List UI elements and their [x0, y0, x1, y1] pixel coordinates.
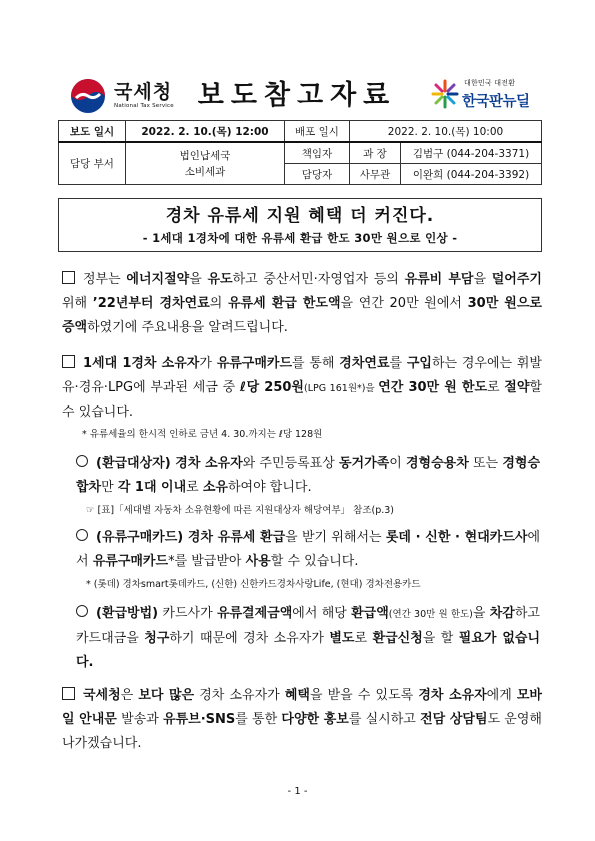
nts-english-name: National Tax Service — [114, 103, 174, 109]
dept-value — [126, 142, 285, 185]
paragraph-intro: 정부는 에너지절약을 유도하고 중산서민·자영업자 등의 유류비 부담을 덜어주기 위해 ’22년부터 경차연료의 유류세 환급 한도액을 연간 20만 원에서 30만 원으로 증액하였기에 주요내용을 알려드립니다. — [62, 272, 542, 335]
nts-emblem-icon — [70, 78, 106, 114]
headline-title: 경차 유류세 지원 혜택 더 커진다. — [165, 206, 435, 226]
square-bullet-icon — [62, 687, 75, 700]
new-deal-burst-icon — [430, 78, 460, 110]
release-value: 2022. 2. 10.(목) 12:00 — [126, 121, 285, 143]
responsible-label: 책임자 — [285, 142, 350, 164]
sub-fuel-card: (유류구매카드) 경차 유류세 환급을 받기 위해서는 롯데 · 신한 · 현대카드사에서 유류구매카드*를 발급받아 사용할 수 있습니다. — [76, 530, 540, 569]
square-bullet-icon — [62, 271, 75, 284]
square-bullet-icon — [62, 355, 75, 368]
circle-bullet-icon — [76, 605, 88, 617]
page-number: - 1 - — [287, 786, 308, 797]
responsible-rank: 과 장 — [350, 142, 401, 164]
responsible-name: 김범구 (044-204-3371) — [401, 142, 542, 164]
dept-line1: 법인납세국 — [179, 149, 231, 162]
page-title: 보도참고자료 — [197, 80, 397, 111]
headline-box — [58, 198, 542, 252]
dept-label: 담당 부서 — [59, 142, 126, 185]
footnote-tax-rate: * 유류세율의 한시적 인하로 금년 4. 30.까지는 ℓ당 128원 — [82, 429, 323, 440]
new-deal-name: 한국판뉴딜 — [462, 94, 530, 110]
nts-name: 국세청 — [114, 81, 173, 103]
new-deal-slogan: 대한민국 대전환 — [464, 79, 516, 87]
paragraph-promotion: 국세청은 보다 많은 경차 소유자가 혜택을 받을 수 있도록 경차 소유자에게 모바일 안내문 발송과 유튜브·SNS를 통한 다양한 홍보를 실시하고 전담 상담팀도 운영해 나가겠습니다. — [62, 688, 542, 751]
circle-bullet-icon — [76, 529, 88, 541]
paragraph-benefit: 1세대 1경차 소유자가 유류구매카드를 통해 경차연료를 구입하는 경우에는 휘발유·경유·LPG에 부과된 세금 중 ℓ당 250원(LPG 161원*)을 연간 30만 원 한도로 절약할 수 있습니다. — [62, 356, 542, 420]
distribute-label: 배포 일시 — [285, 121, 350, 143]
release-label: 보도 일시 — [59, 121, 126, 143]
circle-bullet-icon — [76, 455, 88, 467]
release-info-table — [58, 120, 542, 185]
headline-subtitle: - 1세대 1경차에 대한 유류세 환급 한도 30만 원으로 인상 - — [142, 231, 458, 245]
korean-new-deal-logo — [428, 72, 548, 118]
distribute-value: 2022. 2. 10.(목) 10:00 — [350, 121, 542, 143]
sub-refund-method: (환급방법) 카드사가 유류결제금액에서 해당 환급액(연간 30만 원 한도)을 차감하고 카드대금을 청구하기 때문에 경차 소유자가 별도로 환급신청을 할 필요가 없습니다. — [76, 606, 540, 670]
reference-note: ☞ [표]「세대별 자동차 소유현황에 따른 지원대상자 해당여부」 참조(p.3) — [86, 505, 395, 516]
footnote-card-names: * (롯데) 경차smart롯데카드, (신한) 신한카드경차사랑Life, (현대) 경차전용카드 — [86, 579, 421, 590]
staff-rank: 사무관 — [350, 164, 401, 185]
dept-line2: 소비세과 — [184, 165, 226, 178]
responsible-row — [59, 142, 542, 164]
sub-eligibility: (환급대상자) 경차 소유자와 주민등록표상 동거가족이 경형승용차 또는 경형승합차만 각 1대 이내로 소유하여야 합니다. — [76, 456, 541, 495]
staff-label: 담당자 — [285, 164, 350, 185]
staff-name: 이완희 (044-204-3392) — [401, 164, 542, 185]
release-row — [59, 121, 542, 143]
